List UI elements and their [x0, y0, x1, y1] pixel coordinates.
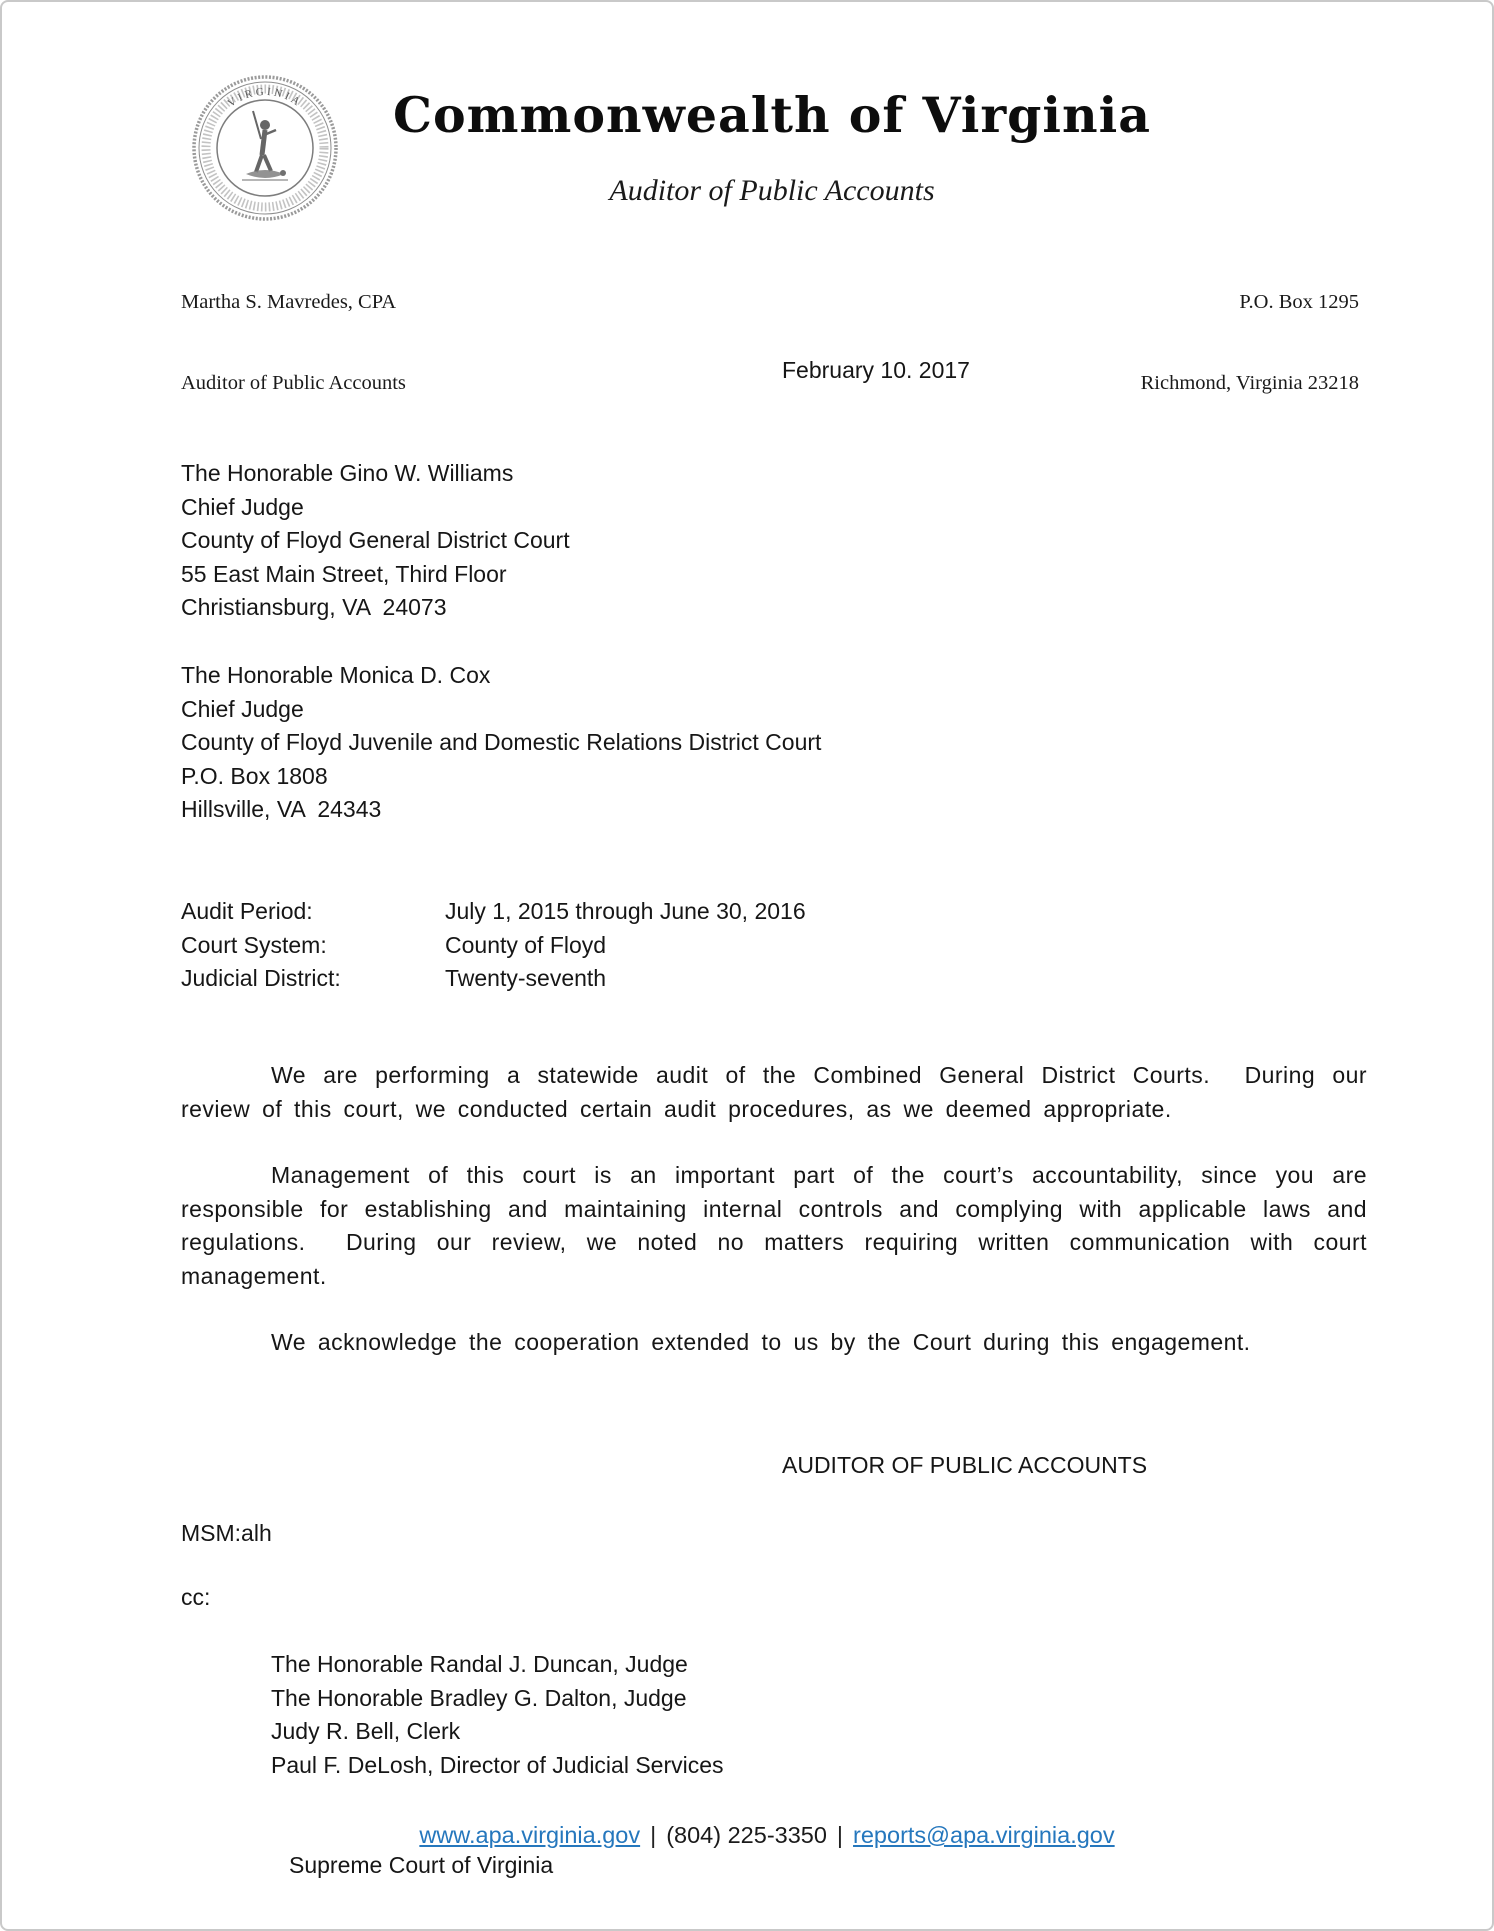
recipient-block-1: [181, 457, 570, 625]
info-value: July 1, 2015 through June 30, 2016: [445, 898, 806, 924]
auditor-contact-block: [181, 235, 406, 451]
body-paragraph: Management of this court is an important part of the court’s accountability, since you are responsible for establishing and maintaining internal controls and complying with applicable laws and regulations. During our review, we noted no matters requiring written communication with court management.: [181, 1162, 1379, 1289]
email-link[interactable]: reports@apa.virginia.gov: [853, 1822, 1115, 1848]
cc-label: cc:: [181, 1584, 211, 1610]
cc-item: The Honorable Bradley G. Dalton, Judge: [271, 1684, 687, 1711]
info-label: Audit Period:: [181, 898, 313, 924]
website-link[interactable]: www.apa.virginia.gov: [419, 1822, 641, 1848]
po-box-line: P.O. Box 1295: [1239, 291, 1359, 313]
footer-separator: |: [836, 1822, 844, 1848]
info-value: Twenty-seventh: [445, 965, 607, 991]
letter-date: February 10. 2017: [782, 357, 970, 383]
body-paragraph: We are performing a statewide audit of the Combined General District Courts. During our review of this court, we conducted certain audit procedures, as we deemed appropriate.: [181, 1062, 1379, 1122]
cc-list: [271, 1648, 724, 1782]
cc-item: Paul F. DeLosh, Director of Judicial Services: [271, 1751, 724, 1778]
footer-separator: |: [650, 1822, 657, 1848]
info-row: [181, 929, 806, 963]
recipient-line: Chief Judge: [181, 695, 304, 722]
recipient-line: Hillsville, VA 24343: [181, 796, 382, 822]
org-title: Commonwealth of Virginia: [393, 86, 1151, 144]
cc-item: Judy R. Bell, Clerk: [271, 1718, 461, 1744]
signature-org: AUDITOR OF PUBLIC ACCOUNTS: [782, 1452, 1148, 1478]
info-label: Judicial District:: [181, 965, 341, 991]
recipient-line: 55 East Main Street, Third Floor: [181, 560, 507, 587]
info-row: [181, 895, 806, 929]
reference-initials: MSM:alh: [181, 1520, 272, 1546]
info-label: Court System:: [181, 931, 327, 958]
body-paragraph: We acknowledge the cooperation extended to us by the Court during this engagement.: [271, 1329, 1251, 1355]
recipient-line: County of Floyd General District Court: [181, 527, 570, 553]
recipient-line: County of Floyd Juvenile and Domestic Relations District Court: [181, 729, 822, 755]
letter-body: [181, 1059, 1379, 1393]
info-value: County of Floyd: [445, 931, 607, 958]
recipient-line: Christiansburg, VA 24073: [181, 594, 447, 620]
cc-block: [181, 1581, 724, 1931]
phone-number: (804) 225-3350: [666, 1822, 827, 1848]
cc-item: The Honorable Randal J. Duncan, Judge: [271, 1651, 688, 1677]
recipient-line: The Honorable Monica D. Cox: [181, 662, 491, 688]
org-subtitle: Auditor of Public Accounts: [609, 174, 935, 207]
office-address-block: [1141, 235, 1359, 451]
auditor-title: Auditor of Public Accounts: [181, 372, 406, 394]
recipient-block-2: [181, 659, 821, 827]
footer: [2, 1822, 1492, 1849]
recipient-line: P.O. Box 1808: [181, 762, 328, 789]
recipient-line: The Honorable Gino W. Williams: [181, 460, 514, 486]
info-row: [181, 962, 806, 996]
recipient-line: Chief Judge: [181, 493, 304, 520]
cc-items: [271, 1581, 724, 1931]
auditor-name: Martha S. Mavredes, CPA: [181, 291, 397, 313]
cc-sub-item: Supreme Court of Virginia: [289, 1852, 554, 1878]
audit-info-block: [181, 895, 806, 996]
seal-arc-text: VIRGINIA: [225, 85, 305, 110]
city-state-zip-line: Richmond, Virginia 23218: [1140, 372, 1359, 394]
